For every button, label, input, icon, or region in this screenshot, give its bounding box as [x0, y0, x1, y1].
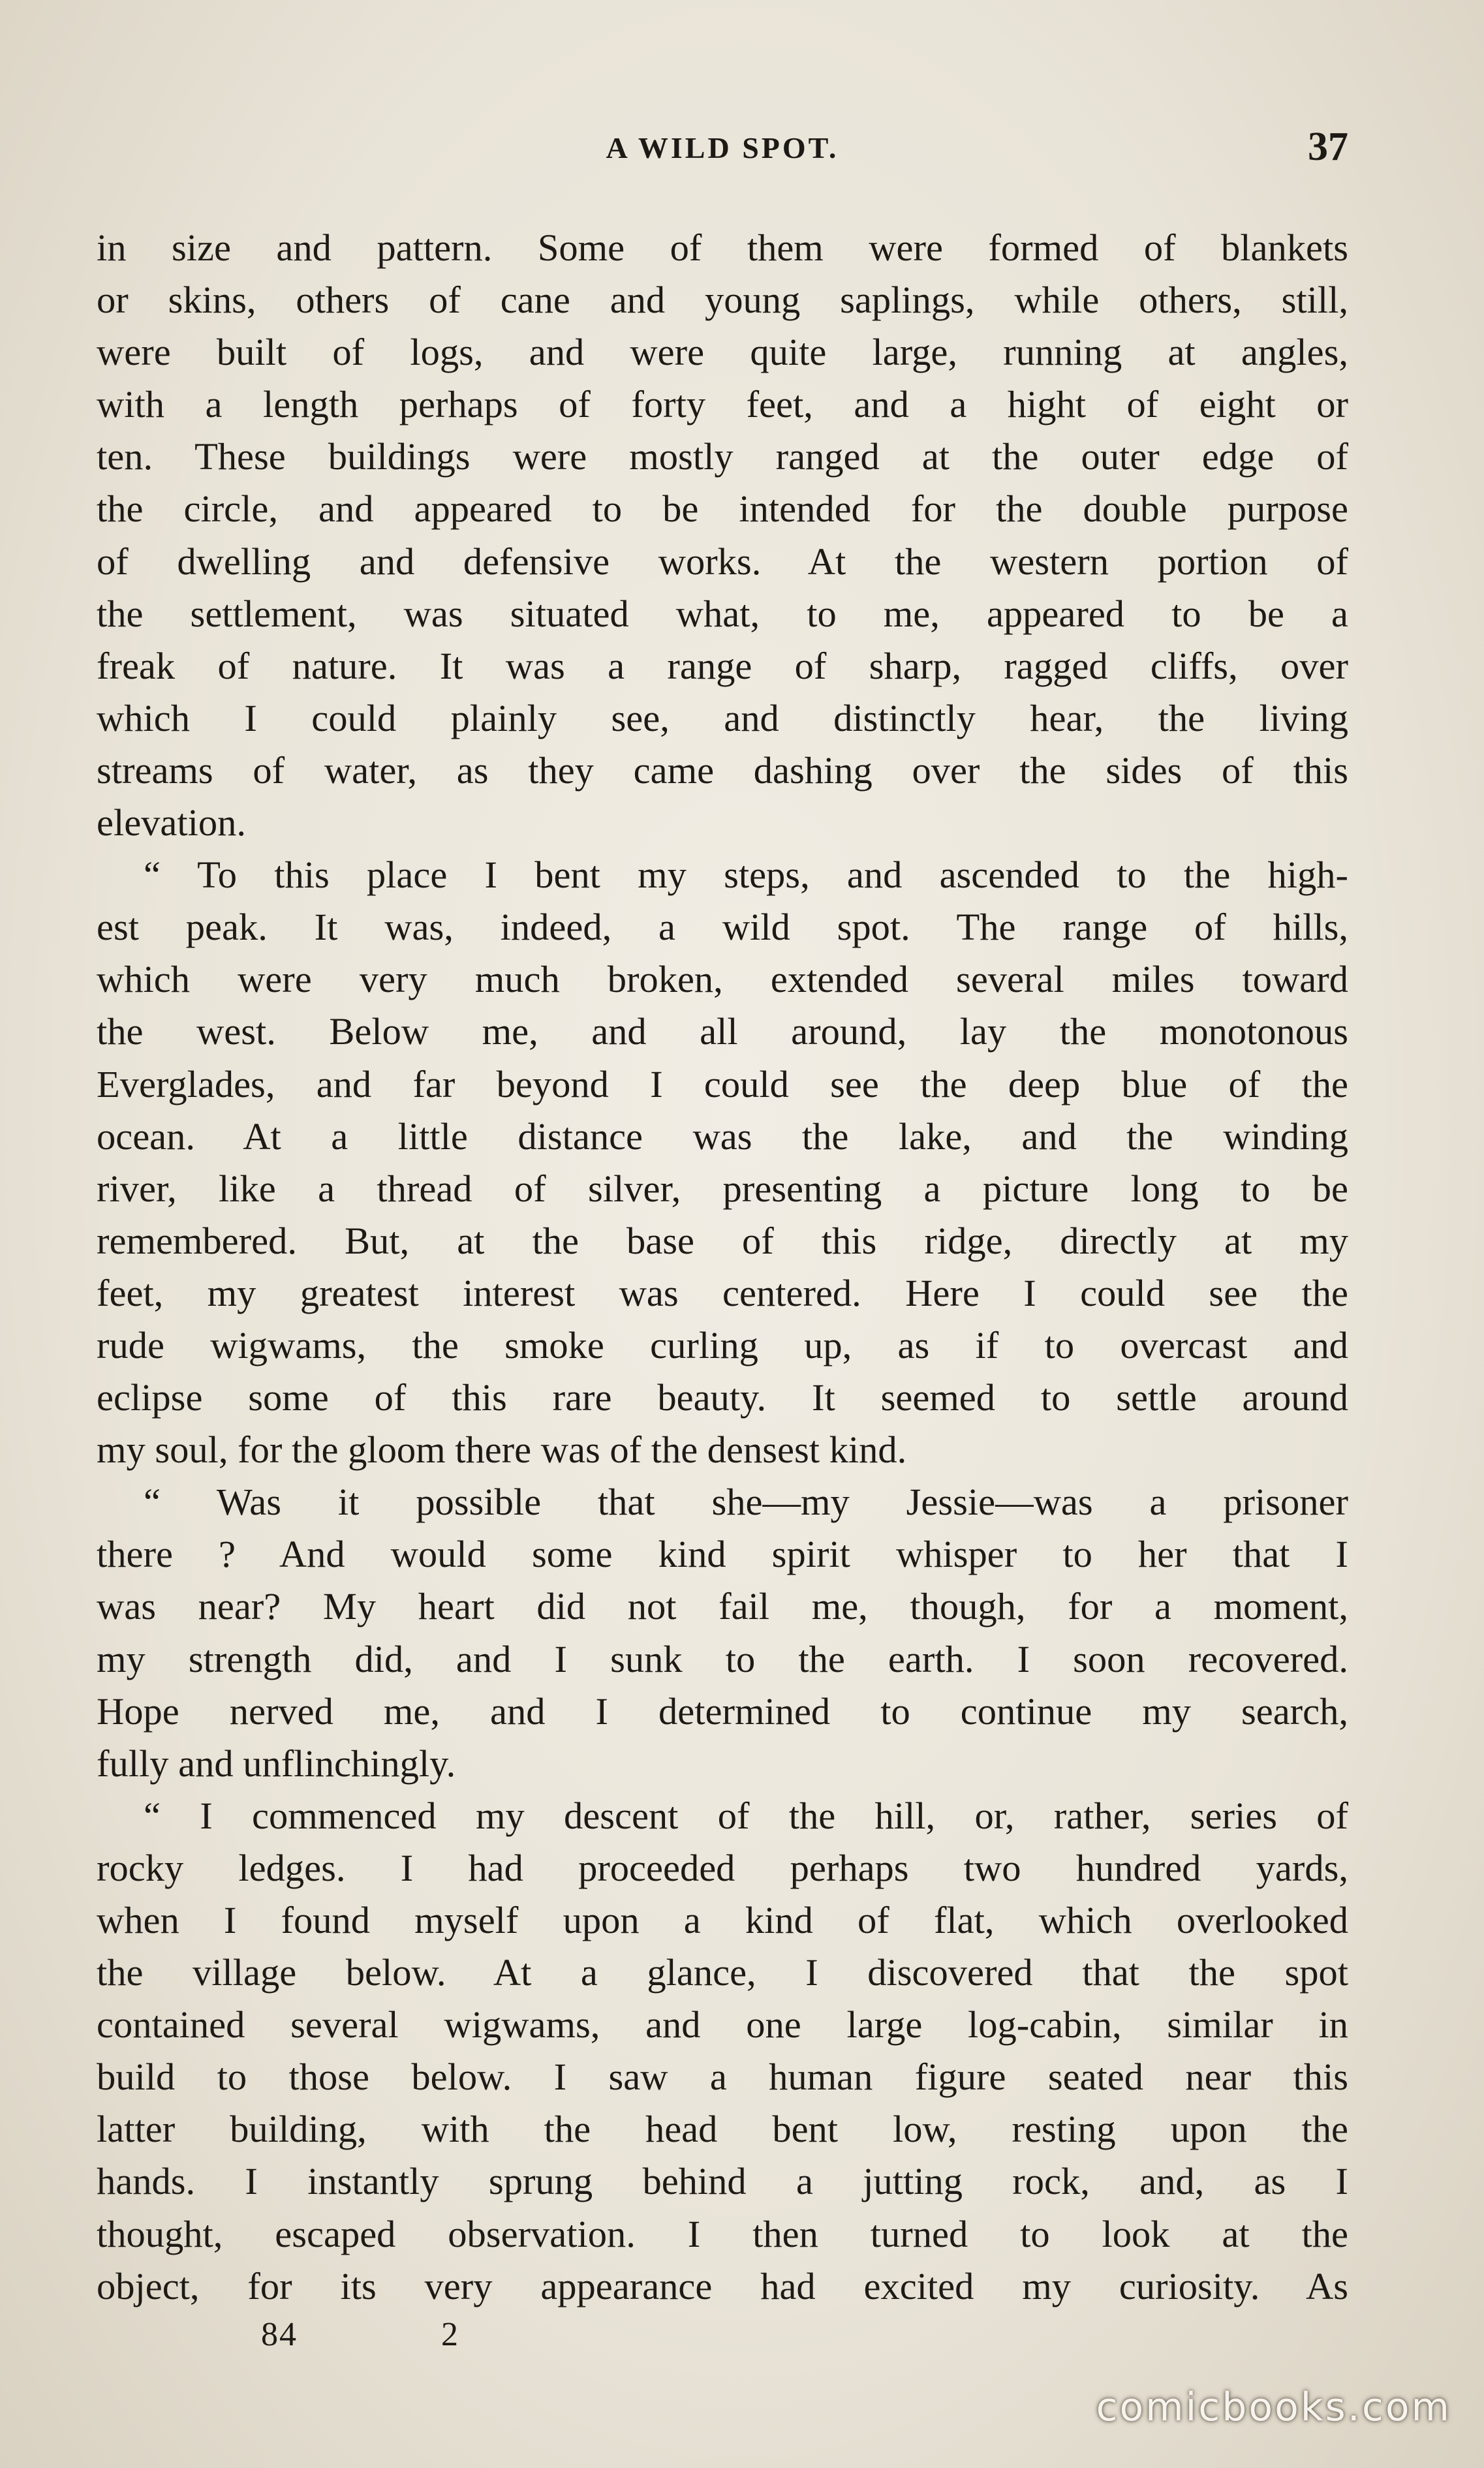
printer-signature [261, 2315, 603, 2354]
text-line: “ To this place I bent my steps, and ascended to the high- [144, 854, 1348, 897]
text-line: river, like a thread of silver, presenting a picture long to be [97, 1167, 1348, 1210]
text-line: build to those below. I saw a human figure seated near this [97, 2056, 1348, 2099]
page-number: 37 [1308, 125, 1348, 169]
text-line: ten. These buildings were mostly ranged at the outer edge of [97, 435, 1348, 478]
page-header [97, 124, 1348, 183]
text-line: contained several wigwams, and one large log-cabin, similar in [97, 2003, 1348, 2046]
body-text [97, 222, 1348, 2313]
signature-number: 2 [441, 2316, 459, 2353]
text-line: with a length perhaps of forty feet, and a hight of eight or [97, 383, 1348, 426]
text-line: streams of water, as they came dashing over the sides of this [97, 748, 1348, 792]
text-line: rocky ledges. I had proceeded perhaps two hundred yards, [97, 1846, 1348, 1889]
text-line: my strength did, and I sunk to the earth. I soon recovered. [97, 1637, 1348, 1680]
text-line: freak of nature. It was a range of sharp, ragged cliffs, over [97, 644, 1348, 687]
text-line: in size and pattern. Some of them were formed of blankets [97, 226, 1348, 269]
text-line: feet, my greatest interest was centered. Here I could see the [97, 1271, 1348, 1314]
text-line: est peak. It was, indeed, a wild spot. The range of hills, [97, 906, 1348, 949]
signature-mark: 84 [261, 2316, 298, 2353]
text-line: “ I commenced my descent of the hill, or, rather, series of [144, 1794, 1348, 1837]
text-line: the settlement, was situated what, to me, appeared to be a [97, 592, 1348, 635]
text-line: Everglades, and far beyond I could see the deep blue of the [97, 1062, 1348, 1105]
text-line: object, for its very appearance had excited my curiosity. As [97, 2264, 1348, 2307]
text-line: was near? My heart did not fail me, though, for a moment, [97, 1585, 1348, 1628]
text-line: there ? And would some kind spirit whisper to her that I [97, 1533, 1348, 1576]
text-line: which were very much broken, extended several miles toward [97, 958, 1348, 1001]
text-line: fully and unflinchingly. [97, 1742, 456, 1785]
text-line: were built of logs, and were quite large, running at angles, [97, 331, 1348, 374]
text-line: the west. Below me, and all around, lay the monotonous [97, 1010, 1348, 1053]
watermark: comicbooks.com [1096, 2384, 1451, 2430]
text-line: which I could plainly see, and distinctly hear, the living [97, 696, 1348, 739]
running-head: A WILD SPOT. [606, 131, 839, 164]
text-line: when I found myself upon a kind of flat, which overlooked [97, 1899, 1348, 1941]
text-line: of dwelling and defensive works. At the western portion of [97, 540, 1348, 583]
text-line: “ Was it possible that she—my Jessie—was a prisoner [144, 1481, 1348, 1524]
text-line: the village below. At a glance, I discovered that the spot [97, 1951, 1348, 1994]
text-line: rude wigwams, the smoke curling up, as if to overcast and [97, 1323, 1348, 1366]
text-line: my soul, for the gloom there was of the densest kind. [97, 1428, 907, 1472]
text-line: remembered. But, at the base of this ridge, directly at my [97, 1219, 1348, 1262]
text-line: latter building, with the head bent low, resting upon the [97, 2108, 1348, 2151]
text-line: eclipse some of this rare beauty. It seemed to settle around [97, 1376, 1348, 1419]
text-line: Hope nerved me, and I determined to continue my search, [97, 1689, 1348, 1733]
text-line: thought, escaped observation. I then turned to look at the [97, 2212, 1348, 2255]
text-line: or skins, others of cane and young saplings, while others, still, [97, 279, 1348, 322]
text-line: elevation. [97, 801, 247, 844]
text-line: hands. I instantly sprung behind a jutting rock, and, as I [97, 2160, 1348, 2203]
text-line: the circle, and appeared to be intended for the double purpose [97, 487, 1348, 531]
text-line: ocean. At a little distance was the lake, and the winding [97, 1115, 1348, 1158]
